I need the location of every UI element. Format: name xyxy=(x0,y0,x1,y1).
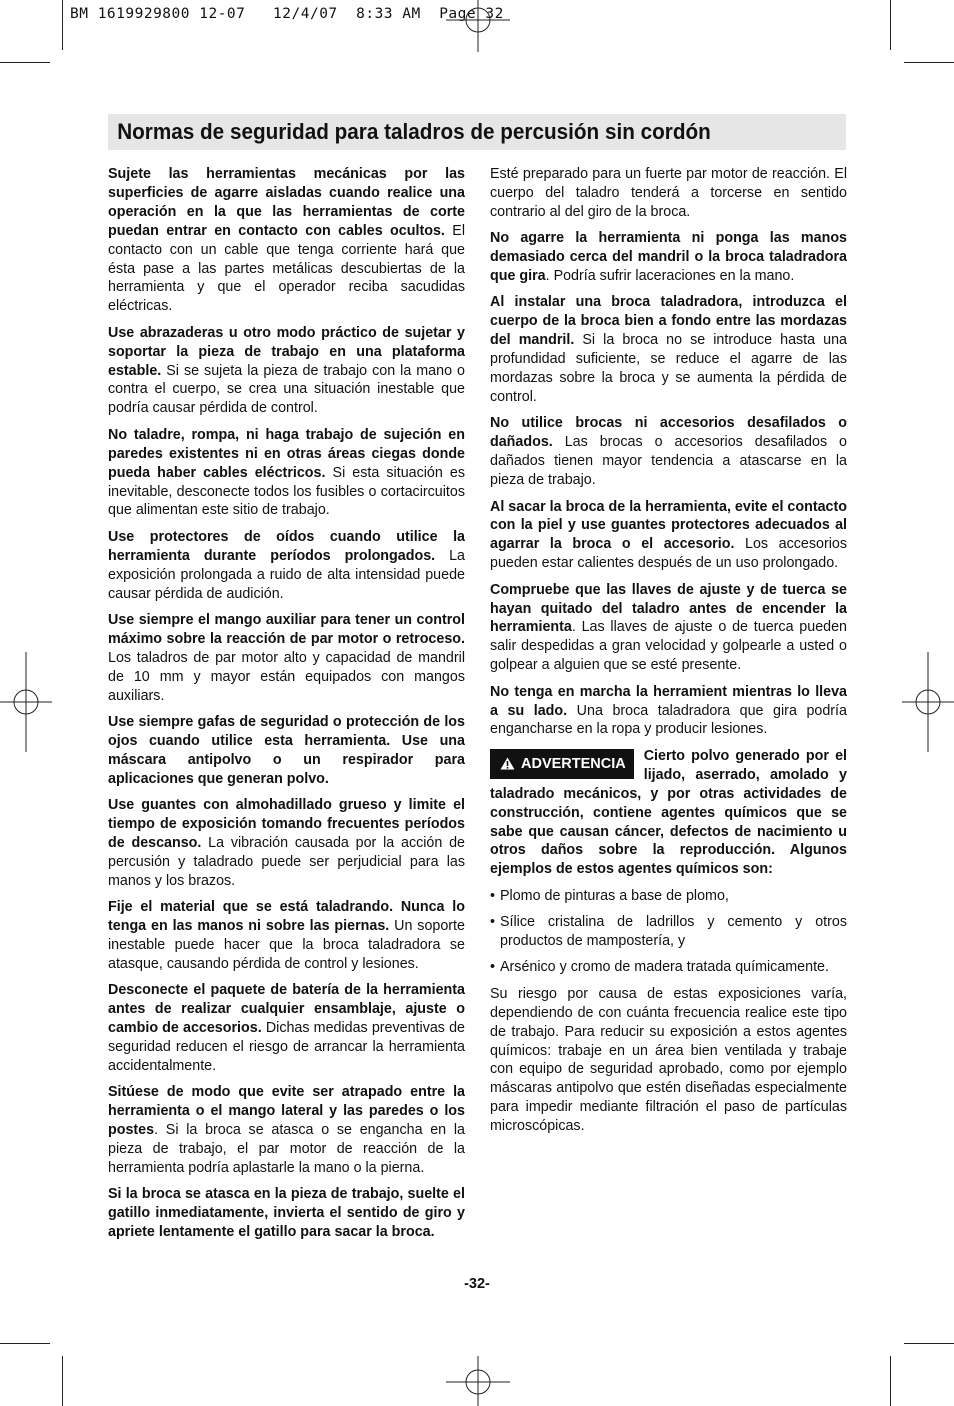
paragraph: Use abrazaderas u otro modo práctico de sujetar y soportar la pieza de trabajo en una plataforma estable. Si se sujeta la pieza de trabajo con la mano o contra el cuerpo, se crea una situación inestable que podría causar pérdida de control. xyxy=(108,324,465,417)
paragraph: Use protectores de oídos cuando utilice la herramienta durante períodos prolongados. La exposición prolongada a ruido de alta intensidad puede causar pérdida de audición. xyxy=(108,528,466,602)
warning-badge xyxy=(490,749,634,779)
page-title: Normas de seguridad para taladros de percusión sin cordón xyxy=(117,119,711,144)
closing-paragraph: Su riesgo por causa de estas exposiciones varía, dependiendo de con cuánta frecuencia realice este tipo de trabajo. Para reducir su exposición a estos agentes químicos: trabaje en un área bien ventilada y trabaje con equipo de seguridad aprobado, como por ejemplo máscaras antipolvo que estén diseñadas especialmente para impedir mediante filtración el paso de partículas microscópicas. xyxy=(490,985,847,1135)
crop-mark xyxy=(904,1343,954,1344)
registration-mark-icon xyxy=(0,652,52,752)
paragraph: Desconecte el paquete de batería de la herramienta antes de realizar cualquier ensamblaje, ajuste o cambio de accesorios. Dichas medidas preventivas de seguridad reducen el riesgo de arrancar la herramienta accidentalmente. xyxy=(108,982,465,1074)
paragraph: No taladre, rompa, ni haga trabajo de sujeción en paredes existentes ni en otras áreas ciegas donde pueda haber cables eléctricos. Si esta situación es inevitable, desconecte todos los fusibles o cortacircuitos que alimentan este sitio de trabajo. xyxy=(108,426,465,519)
paragraph: Fije el material que se está taladrando. Nunca lo tenga en las manos ni sobre las piernas. Un soporte inestable puede hacer que la broca taladradora se atasque, causando pérdida de control y lesiones. xyxy=(108,899,465,972)
crop-mark xyxy=(0,62,50,63)
paragraph: Compruebe que las llaves de ajuste y de tuerca se hayan quitado del taladro antes de encender la herramienta. Las llaves de ajuste o de tuerca pueden salir despedidas a gran velocidad y golpearle a usted o golpear a alguien que se esté presente. xyxy=(490,581,847,674)
warning-triangle-icon xyxy=(500,757,515,770)
print-slug: BM 1619929800 12-07 12/4/07 8:33 AM Page 32 xyxy=(70,6,504,22)
paragraph: Use siempre gafas de seguridad o protección de los ojos cuando utilice esta herramienta. Use una máscara antipolvo o un respirador para aplicaciones que generan polvo. xyxy=(108,713,465,787)
left-column xyxy=(108,165,465,1250)
registration-mark-icon xyxy=(446,0,510,52)
paragraph: Sitúese de modo que evite ser atrapado entre la herramienta o el mango lateral y las paredes o los postes. Si la broca se atasca o se engancha en la pieza de trabajo, el par motor de reacción de la herramienta podría aplastarle la mano o la pierna. xyxy=(108,1084,465,1176)
paragraph: Al instalar una broca taladradora, introduzca el cuerpo de la broca bien a fondo entre las mordazas del mandril. Si la broca no se introduce hasta una profundidad suficiente, se reduce el agarre de las mordazas sobre la broca y se aumenta la pérdida de control. xyxy=(490,294,847,405)
paragraph: Sujete las herramientas mecánicas por las superficies de agarre aisladas cuando realice una operación en la que las herramientas de corte puedan entrar en contacto con cables ocultos. El contacto con un cable que tenga corriente hará que ésta pase a las partes metálicas descubiertas de la herramienta y que el operador reciba sacudidas eléctricas. xyxy=(108,166,466,315)
crop-mark xyxy=(0,1343,50,1344)
list-item: • Plomo de pinturas a base de plomo, xyxy=(490,887,847,906)
paragraph: No tenga en marcha la herramient mientras lo lleva a su lado. Una broca taladradora que gira podría engancharse en la ropa y producir lesiones. xyxy=(490,683,847,738)
list-item: • Arsénico y cromo de madera tratada químicamente. xyxy=(490,958,847,977)
warning-label: ADVERTENCIA xyxy=(521,755,626,772)
paragraph: No utilice brocas ni accesorios desafilados o dañados. Las brocas o accesorios desafilados o dañados tienen mayor tendencia a atascarse en la pieza de trabajo. xyxy=(490,415,847,489)
paragraph: Al sacar la broca de la herramienta, evite el contacto con la piel y use guantes protectores adecuados al agarrar la broca o el accesorio. Los accesorios pueden estar calientes después de un uso prolongado. xyxy=(490,498,847,572)
warning-text: Cierto polvo generado por el lijado, aserrado, amolado y taladrado mecánicos, y por otras actividades de construcción, contiene agentes químicos que se sabe que causan cáncer, defectos de nacimiento u otros daños sobre la reproducción. Algunos ejemplos de estos agentes químicos son: xyxy=(490,747,847,878)
crop-mark xyxy=(890,1356,891,1406)
paragraph: No agarre la herramienta ni ponga las manos demasiado cerca del mandril o la broca taladradora que gira. Podría sufrir laceraciones en la mano. xyxy=(490,230,847,285)
paragraph: Use siempre el mango auxiliar para tener un control máximo sobre la reacción de par motor o retroceso. Los taladros de par motor alto y capacidad de mandril de 10 mm y mayor están equipados con mangos auxiliars. xyxy=(108,611,465,704)
registration-mark-icon xyxy=(446,1356,510,1406)
registration-mark-icon xyxy=(902,652,954,752)
right-column xyxy=(490,165,847,1144)
chemicals-list xyxy=(490,887,847,978)
crop-mark xyxy=(904,62,954,63)
title-bar xyxy=(108,114,846,150)
list-item: • Sílice cristalina de ladrillos y cemento y otros productos de mampostería, y xyxy=(490,913,847,951)
crop-mark xyxy=(890,0,891,50)
paragraph: Si la broca se atasca en la pieza de trabajo, suelte el gatillo inmediatamente, invierta el sentido de giro y apriete lentamente el gatillo para sacar la broca. xyxy=(108,1186,465,1241)
paragraph: Use guantes con almohadillado grueso y limite el tiempo de exposición tomando frecuentes períodos de descanso. La vibración causada por la acción de percusión y taladrado puede ser perjudicial para las manos y los brazos. xyxy=(108,797,465,889)
crop-mark xyxy=(62,1356,63,1406)
page-number: -32- xyxy=(464,1276,490,1292)
paragraph: Esté preparado para un fuerte par motor de reacción. El cuerpo del taladro tenderá a torcerse en sentido contrario al del giro de la broca. xyxy=(490,166,847,220)
warning-block xyxy=(490,747,847,879)
crop-mark xyxy=(62,0,63,50)
